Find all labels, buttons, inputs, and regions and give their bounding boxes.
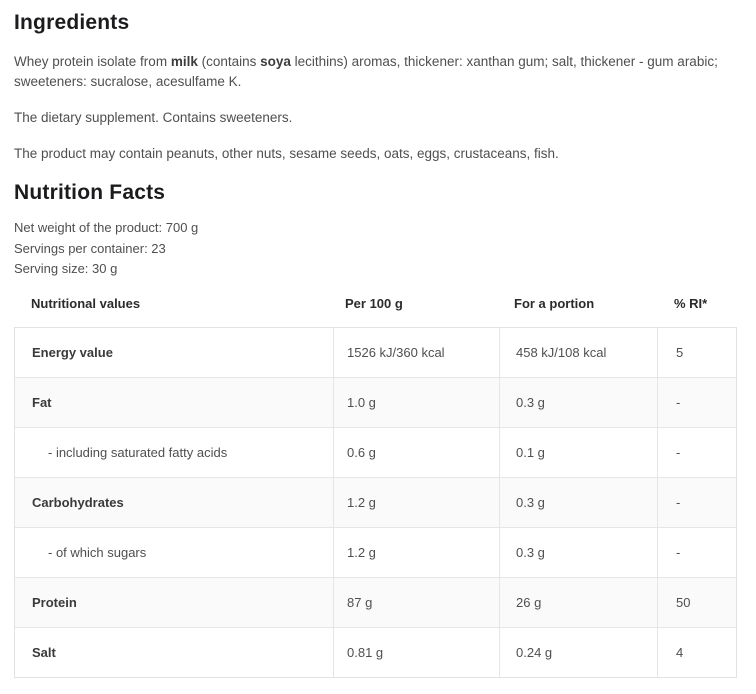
row-ri-value: - [657, 478, 736, 527]
allergen-soya: soya [260, 54, 291, 69]
row-label: - including saturated fatty acids [48, 444, 228, 460]
column-header-for-a-portion: For a portion [514, 295, 595, 311]
nutrition-facts-title: Nutrition Facts [14, 181, 166, 204]
row-portion-value: 0.1 g [499, 428, 657, 477]
row-per100-value: 1.2 g [333, 478, 499, 527]
row-label: Protein [32, 594, 77, 610]
column-header-nutritional-values: Nutritional values [31, 295, 141, 311]
row-label: - of which sugars [48, 544, 147, 560]
table-row-carbohydrates [15, 477, 736, 527]
row-label: Fat [32, 394, 52, 410]
table-row-energy [15, 328, 736, 377]
composition-part3: lecithins) aromas, thickener: xanthan gum; salt, thickener - gum arabic; sweeteners: sucralose, acesulfame K. [14, 54, 718, 89]
ingredients-composition [14, 52, 741, 92]
row-ri-value: - [657, 378, 736, 427]
nutrition-table-header [14, 296, 741, 327]
composition-part1: Whey protein isolate from [14, 54, 171, 69]
row-ri-value: - [657, 528, 736, 577]
table-row-protein [15, 577, 736, 627]
table-row-saturated-fat [15, 427, 736, 477]
row-per100-value: 1.2 g [333, 528, 499, 577]
row-portion-value: 0.24 g [499, 628, 657, 677]
servings-per-container: Servings per container: 23 [14, 240, 166, 256]
table-row-salt [15, 627, 736, 677]
row-per100-value: 1526 kJ/360 kcal [333, 328, 499, 377]
row-per100-value: 0.6 g [333, 428, 499, 477]
net-weight: Net weight of the product: 700 g [14, 220, 199, 235]
allergen-milk: milk [170, 54, 198, 69]
table-row-sugars [15, 527, 736, 577]
column-header-per-100g: Per 100 g [345, 295, 403, 311]
serving-info [14, 218, 741, 280]
row-label: Energy value [32, 344, 113, 360]
row-per100-value: 0.81 g [333, 628, 499, 677]
row-ri-value: - [657, 428, 736, 477]
row-ri-value: 4 [657, 628, 736, 677]
row-portion-value: 0.3 g [499, 478, 657, 527]
row-label: Carbohydrates [32, 494, 124, 510]
nutrition-table [14, 327, 737, 678]
row-ri-value: 50 [657, 578, 736, 627]
serving-size: Serving size: 30 g [14, 261, 118, 276]
row-per100-value: 87 g [333, 578, 499, 627]
row-portion-value: 458 kJ/108 kcal [499, 328, 657, 377]
ingredients-title: Ingredients [14, 11, 130, 34]
row-portion-value: 0.3 g [499, 528, 657, 577]
composition-part2: (contains [197, 54, 261, 69]
row-ri-value: 5 [657, 328, 736, 377]
row-portion-value: 26 g [499, 578, 657, 627]
table-row-fat [15, 377, 736, 427]
row-portion-value: 0.3 g [499, 378, 657, 427]
column-header-ri: % RI* [674, 295, 708, 311]
supplement-note: The dietary supplement. Contains sweeteners. [14, 110, 293, 125]
row-label: Salt [32, 644, 56, 660]
row-per100-value: 1.0 g [333, 378, 499, 427]
allergen-warning: The product may contain peanuts, other nuts, sesame seeds, oats, eggs, crustaceans, fish. [14, 146, 559, 161]
